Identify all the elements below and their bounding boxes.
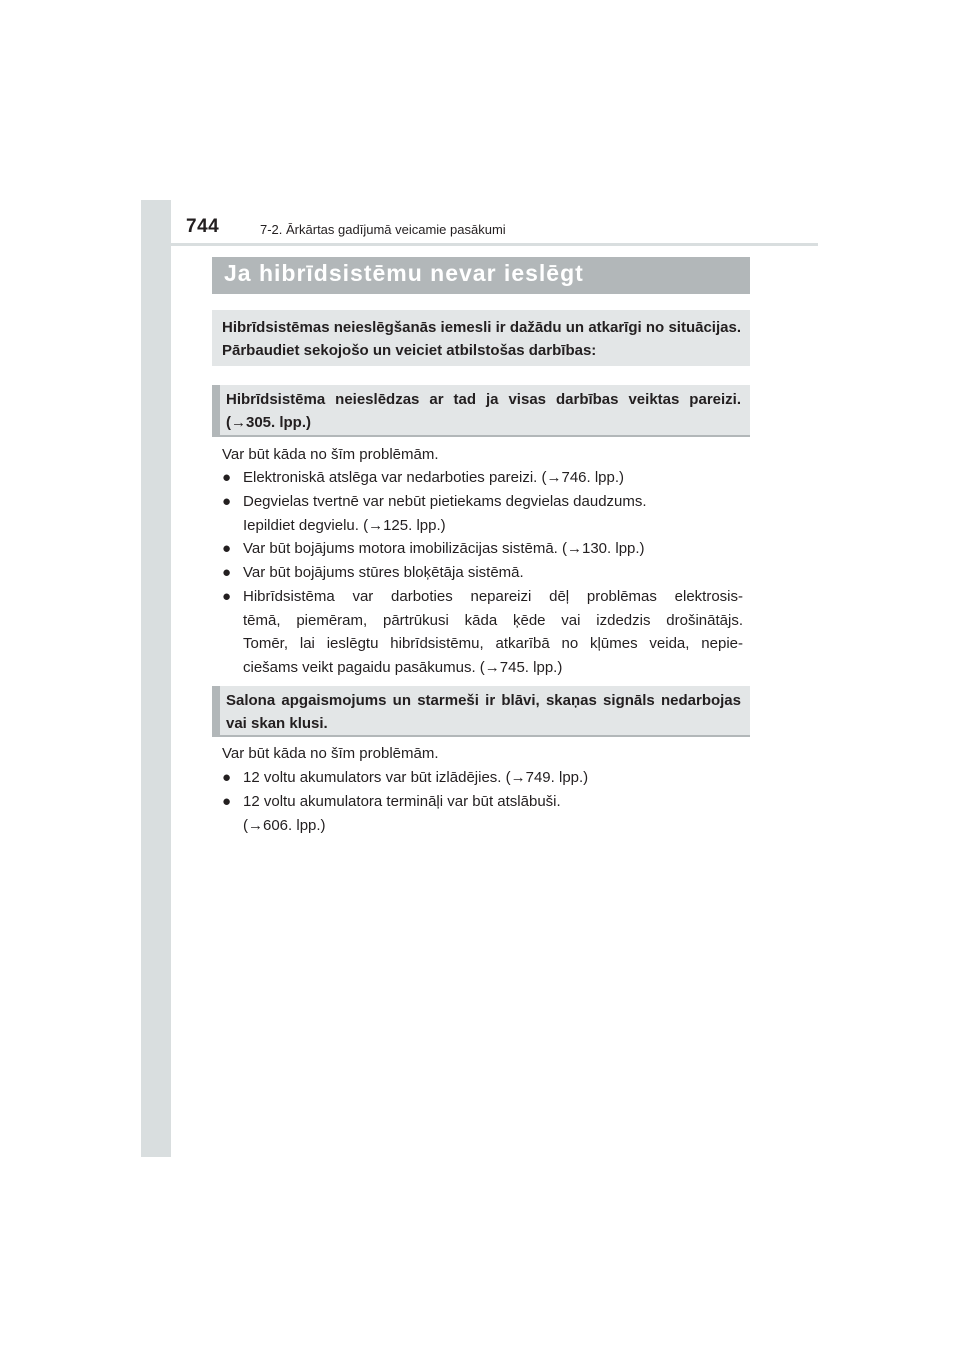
subsection-heading-text: Salona apgaismojums un starmeši ir blāvi, skaņas signāls nedarbojas vai skan klusi. [226,692,741,732]
list-item-line: Elektroniskā atslēga var nedarboties pareizi. (→746. lpp.) [243,469,625,486]
heading-accent-bar [212,385,220,435]
page-side-band [141,200,171,1157]
bullet-icon: ● [222,793,232,810]
list-item-line: 12 voltu akumulators var būt izlādējies. (→749. lpp.) [243,769,589,786]
list-item-line: (→606. lpp.) [243,816,326,834]
subsection-heading-2 [212,686,750,737]
bullet-icon: ● [222,540,232,557]
subsection-heading-text: Hibrīdsistēma neieslēdzas ar tad ja visas darbības veiktas pareizi. (→305. lpp.) [226,391,741,431]
intro-box [212,310,750,366]
subsection-lead: Var būt kāda no šīm problēmām. [222,745,439,762]
section-title-bar [212,257,750,294]
bullet-icon: ● [222,588,232,605]
heading-accent-bar [212,686,220,735]
list-item-line: tēmā, piemēram, pārtrūkusi kāda ķēde vai izdedzis drošinātājs. [243,611,743,629]
list-item [243,490,743,537]
list-item [243,790,743,837]
bullet-icon: ● [222,469,232,486]
list-item [243,466,743,490]
list-item-line: Iepildiet degvielu. (→125. lpp.) [243,516,446,534]
list-item-line: Var būt bojājums motora imobilizācijas sistēmā. (→130. lpp.) [243,540,645,557]
header-rule [141,243,818,246]
subsection-heading-1 [212,385,750,437]
list-item-line: Hibrīdsistēma var darboties nepareizi dēļ problēmas elektrosis- [243,588,743,605]
bullet-icon: ● [222,493,232,510]
list-item-line: ciešams veikt pagaidu pasākumus. (→745. lpp.) [243,658,563,676]
bullet-icon: ● [222,564,232,581]
list-item-line: 12 voltu akumulatora termināļi var būt atslābuši. [243,793,561,810]
list-item-line: Var būt bojājums stūres bloķētāja sistēmā. [243,564,524,581]
intro-text: Hibrīdsistēmas neieslēgšanās iemesli ir dažādu un atkarīgi no situācijas. Pārbaudiet sekojošo un veiciet atbilstošas darbības: [222,319,741,359]
subsection-lead: Var būt kāda no šīm problēmām. [222,446,439,463]
bullet-icon: ● [222,769,232,786]
list-item [243,766,743,790]
section-title: Ja hibrīdsistēmu nevar ieslēgt [224,260,584,286]
list-item [243,585,743,679]
list-item-line: Degvielas tvertnē var nebūt pietiekams degvielas daudzums. [243,493,647,510]
list-item-line: Tomēr, lai ieslēgtu hibrīdsistēmu, atkarībā no kļūmes veida, nepie- [243,635,743,652]
page-number: 744 [186,216,220,237]
chapter-title: 7-2. Ārkārtas gadījumā veicamie pasākumi [260,222,506,237]
list-item [243,537,743,561]
list-item [243,561,743,585]
